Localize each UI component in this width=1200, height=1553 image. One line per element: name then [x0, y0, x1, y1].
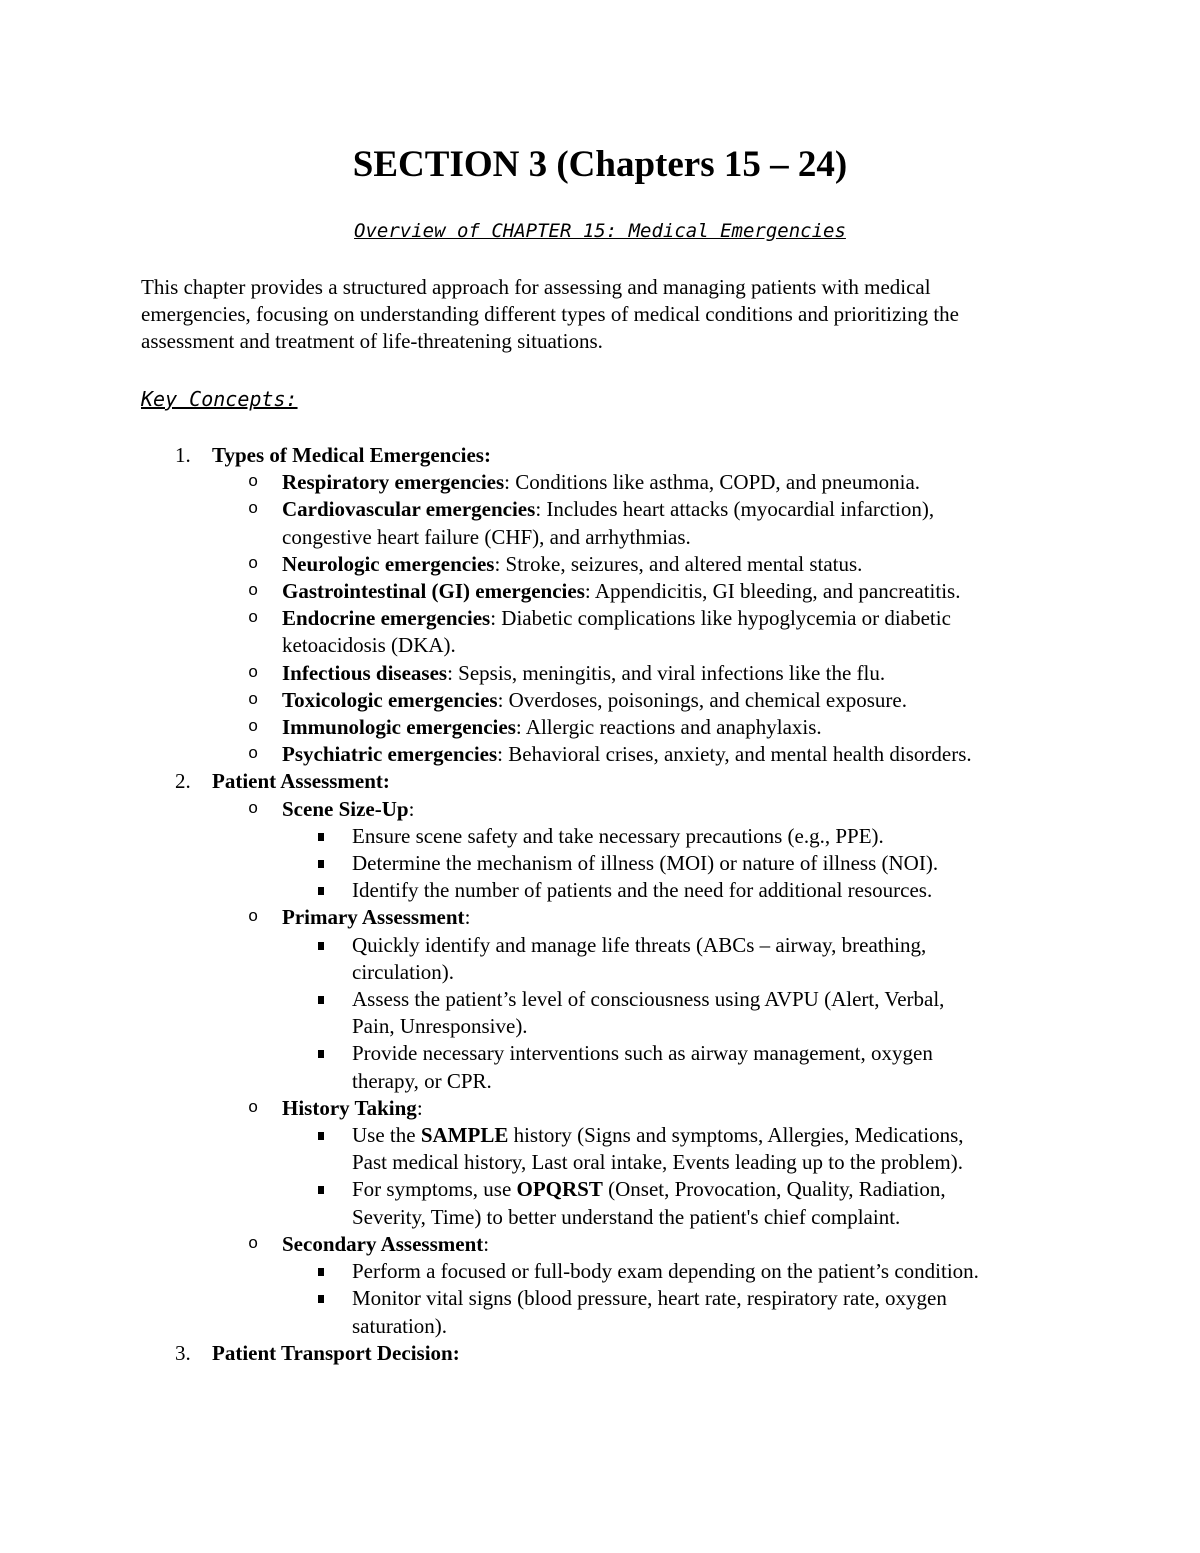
section-title: Types of Medical Emergencies:	[212, 443, 491, 467]
list-item	[0, 605, 1200, 632]
item-text: : Allergic reactions and anaphylaxis.	[515, 715, 822, 740]
circle-bullet-icon: o	[248, 609, 259, 629]
sub-item-text: Monitor vital signs (blood pressure, heart rate, respiratory rate, oxygen	[352, 1286, 947, 1311]
sub-list-item-continuation	[0, 1149, 1200, 1176]
item-text: ketoacidosis (DKA).	[282, 633, 456, 658]
list-item	[0, 741, 1200, 768]
item-text: : Stroke, seizures, and altered mental status.	[494, 551, 863, 576]
section-heading	[0, 1340, 1200, 1367]
item-term: Primary Assessment	[282, 905, 465, 930]
square-bullet-icon	[318, 1050, 324, 1058]
list-item	[0, 469, 1200, 496]
circle-bullet-icon: o	[248, 799, 259, 819]
square-bullet-icon	[318, 1268, 324, 1276]
intro-paragraph	[141, 274, 1071, 355]
sub-item-text: Use the	[352, 1123, 421, 1148]
opqrst-acronym: OPQRST	[516, 1177, 603, 1202]
sub-list-item	[0, 932, 1200, 959]
sub-item-text: Provide necessary interventions such as airway management, oxygen	[352, 1041, 933, 1066]
key-concepts-heading: Key Concepts:	[141, 387, 298, 411]
sub-list-item	[0, 877, 1200, 904]
section-heading	[0, 442, 1200, 469]
circle-bullet-icon: o	[248, 582, 259, 602]
circle-bullet-icon: o	[248, 718, 259, 738]
sub-list-item	[0, 850, 1200, 877]
chapter-subtitle: Overview of CHAPTER 15: Medical Emergencies	[354, 220, 846, 242]
sub-item-text: history (Signs and symptoms, Allergies, Medications,	[508, 1123, 964, 1148]
list-item	[0, 687, 1200, 714]
item-text: : Diabetic complications like hypoglycemia or diabetic	[490, 606, 951, 631]
circle-bullet-icon: o	[248, 473, 259, 493]
sub-item-text: (Onset, Provocation, Quality, Radiation,	[602, 1177, 946, 1202]
item-term: Psychiatric emergencies	[282, 742, 498, 767]
list-item	[0, 551, 1200, 578]
item-term: Respiratory emergencies	[282, 470, 505, 495]
circle-bullet-icon: o	[248, 908, 259, 928]
item-text: : Appendicitis, GI bleeding, and pancreatitis.	[584, 579, 961, 604]
sub-list-item	[0, 1176, 1200, 1203]
circle-bullet-icon: o	[248, 1234, 259, 1254]
sub-list-item	[0, 1040, 1200, 1067]
item-term: Infectious diseases	[282, 660, 448, 685]
square-bullet-icon	[318, 833, 324, 841]
intro-line: assessment and treatment of life-threatening situations.	[141, 329, 603, 353]
item-suffix: :	[416, 1095, 423, 1120]
page-title: SECTION 3 (Chapters 15 – 24)	[352, 144, 848, 185]
list-item	[0, 1231, 1200, 1258]
item-term: Immunologic emergencies	[282, 715, 516, 740]
circle-bullet-icon: o	[248, 690, 259, 710]
square-bullet-icon	[318, 942, 324, 950]
sub-item-text: Past medical history, Last oral intake, Events leading up to the problem).	[352, 1150, 963, 1175]
item-term: Cardiovascular emergencies	[282, 497, 536, 522]
item-suffix: :	[483, 1231, 490, 1256]
item-text: : Overdoses, poisonings, and chemical exposure.	[497, 687, 907, 712]
sub-list-item-continuation	[0, 1068, 1200, 1095]
sub-list-item	[0, 823, 1200, 850]
sub-list-item	[0, 1258, 1200, 1285]
sub-item-text: Quickly identify and manage life threats (ABCs – airway, breathing,	[352, 932, 927, 957]
square-bullet-icon	[318, 996, 324, 1004]
item-term: Toxicologic emergencies	[282, 687, 498, 712]
item-text: congestive heart failure (CHF), and arrhythmias.	[282, 524, 691, 549]
sub-list-item	[0, 1285, 1200, 1312]
item-text: : Includes heart attacks (myocardial infarction),	[535, 497, 935, 522]
list-item	[0, 1095, 1200, 1122]
sub-item-text: Perform a focused or full-body exam depending on the patient’s condition.	[352, 1259, 979, 1284]
sub-item-text: For symptoms, use	[352, 1177, 517, 1202]
section-heading	[0, 768, 1200, 795]
list-item	[0, 796, 1200, 823]
item-term: Gastrointestinal (GI) emergencies	[282, 579, 585, 604]
square-bullet-icon	[318, 887, 324, 895]
sub-list-item-continuation	[0, 959, 1200, 986]
circle-bullet-icon: o	[248, 745, 259, 765]
circle-bullet-icon: o	[248, 1098, 259, 1118]
sub-list-item-continuation	[0, 1313, 1200, 1340]
sub-item-text: circulation).	[352, 959, 455, 984]
sub-list-item-continuation	[0, 1204, 1200, 1231]
section-number: 3.	[175, 1340, 191, 1365]
list-item	[0, 578, 1200, 605]
sub-item-text: Determine the mechanism of illness (MOI) or nature of illness (NOI).	[352, 851, 939, 876]
section-number: 2.	[175, 769, 191, 794]
item-term: Scene Size-Up	[282, 796, 409, 821]
list-item-continuation	[0, 632, 1200, 659]
section-number: 1.	[175, 443, 191, 467]
square-bullet-icon	[318, 1295, 324, 1303]
list-item	[0, 496, 1200, 523]
item-text: : Sepsis, meningitis, and viral infections like the flu.	[447, 660, 886, 685]
item-suffix: :	[408, 796, 415, 821]
sub-item-text: Ensure scene safety and take necessary precautions (e.g., PPE).	[352, 823, 884, 848]
item-text: : Behavioral crises, anxiety, and mental health disorders.	[497, 742, 972, 767]
section-title: Patient Transport Decision:	[212, 1340, 460, 1365]
item-suffix: :	[464, 905, 471, 930]
section-title: Patient Assessment:	[212, 769, 390, 794]
square-bullet-icon	[318, 860, 324, 868]
item-term: History Taking	[282, 1095, 417, 1120]
item-term: Neurologic emergencies	[282, 551, 495, 576]
list-item-continuation	[0, 524, 1200, 551]
sub-item-text: therapy, or CPR.	[352, 1068, 492, 1093]
square-bullet-icon	[318, 1132, 324, 1140]
list-item	[0, 660, 1200, 687]
sub-item-text: Pain, Unresponsive).	[352, 1014, 528, 1039]
sample-acronym: SAMPLE	[420, 1123, 509, 1148]
sub-item-text: Identify the number of patients and the need for additional resources.	[352, 878, 933, 903]
circle-bullet-icon: o	[248, 554, 259, 574]
sub-list-item	[0, 1122, 1200, 1149]
item-term: Secondary Assessment	[282, 1231, 484, 1256]
sub-item-text: saturation).	[352, 1313, 448, 1338]
sub-item-text: Assess the patient’s level of consciousness using AVPU (Alert, Verbal,	[352, 987, 945, 1012]
list-item	[0, 714, 1200, 741]
sub-item-text: Severity, Time) to better understand the patient's chief complaint.	[352, 1204, 901, 1229]
circle-bullet-icon: o	[248, 500, 259, 520]
list-item	[0, 904, 1200, 931]
sub-list-item-continuation	[0, 1013, 1200, 1040]
intro-line: This chapter provides a structured approach for assessing and managing patients with medical	[141, 275, 931, 299]
key-concepts-outline	[0, 442, 1200, 1367]
sub-list-item	[0, 986, 1200, 1013]
square-bullet-icon	[318, 1186, 324, 1194]
item-text: : Conditions like asthma, COPD, and pneumonia.	[504, 470, 921, 495]
intro-line: emergencies, focusing on understanding different types of medical conditions and prioritizing the	[141, 302, 960, 326]
circle-bullet-icon: o	[248, 663, 259, 683]
item-term: Endocrine emergencies	[282, 606, 491, 631]
